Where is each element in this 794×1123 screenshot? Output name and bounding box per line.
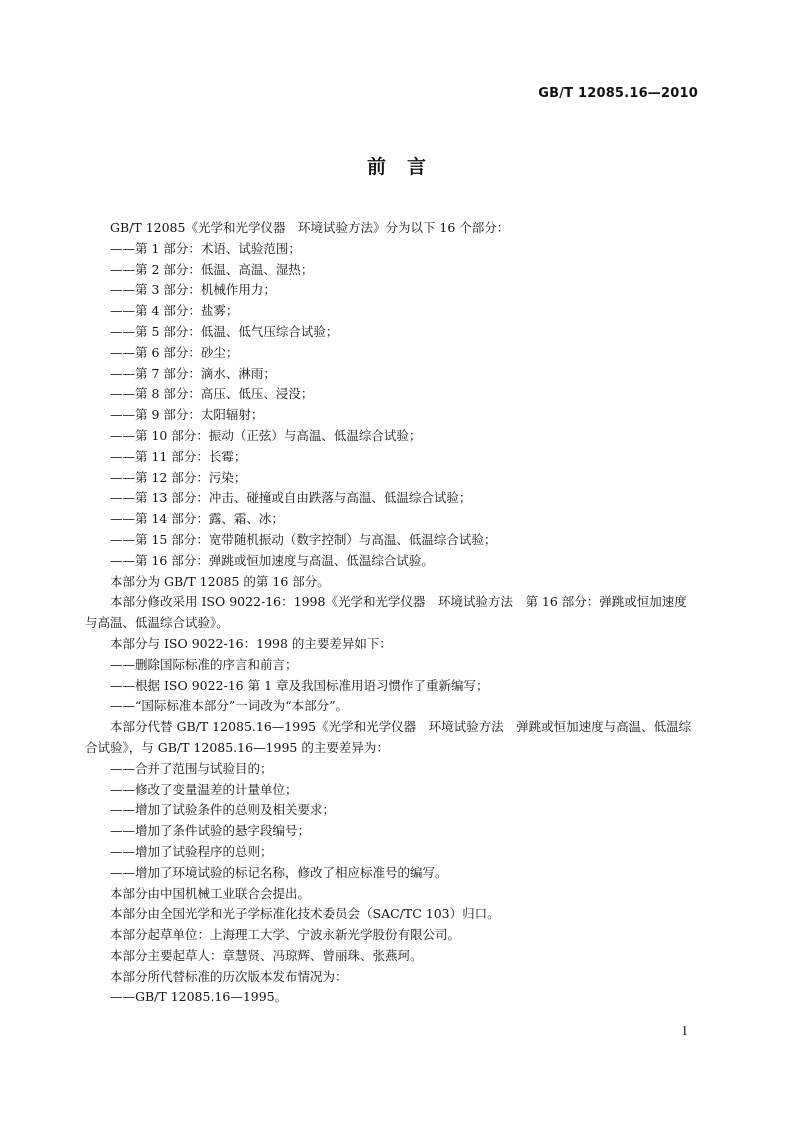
standard-code: GB/T 12085.16—2010 bbox=[538, 86, 698, 101]
list-item: ——第 10 部分：振动（正弦）与高温、低温综合试验； bbox=[110, 427, 422, 443]
list-item: ——第 3 部分：机械作用力； bbox=[110, 282, 276, 298]
list-item: ——第 5 部分：低温、低气压综合试验； bbox=[110, 323, 339, 339]
history-list bbox=[85, 987, 699, 1008]
list-item: ——增加了试验条件的总则及相关要求； bbox=[110, 802, 336, 818]
list-item: ——第 1 部分：术语、试验范围； bbox=[110, 240, 301, 256]
list-item: ——修改了变量温差的计量单位； bbox=[110, 781, 298, 797]
intro-paragraph: GB/T 12085《光学和光学仪器 环境试验方法》分为以下 16 个部分： bbox=[110, 220, 510, 235]
list-item: ——GB/T 12085.16—1995。 bbox=[110, 989, 288, 1005]
list-item: ——第 16 部分：弹跳或恒加速度与高温、低温综合试验。 bbox=[110, 552, 434, 568]
list-item: ——第 2 部分：低温、高温、湿热； bbox=[110, 261, 314, 277]
list-item: ——第 14 部分：露、霜、冰； bbox=[110, 511, 284, 527]
drafting-units: 本部分起草单位：上海理工大学、宁波永新光学股份有限公司。 bbox=[110, 927, 461, 943]
list-item: ——第 9 部分：太阳辐射； bbox=[110, 407, 264, 423]
list-item: ——删除国际标准的序言和前言； bbox=[110, 656, 298, 672]
list-item: ——第 6 部分：砂尘； bbox=[110, 344, 239, 360]
list-item: ——第 15 部分：宽带随机振动（数字控制）与高温、低温综合试验； bbox=[110, 531, 497, 547]
list-item: ——第 13 部分：冲击、碰撞或自由跌落与高温、低温综合试验； bbox=[110, 490, 472, 506]
list-item: ——增加了试验程序的总则； bbox=[110, 843, 273, 859]
list-item: ——第 8 部分：高压、低压、浸没； bbox=[110, 386, 314, 402]
changes-list bbox=[85, 759, 699, 884]
parts-list bbox=[85, 239, 699, 572]
foreword-body bbox=[85, 218, 699, 1008]
part-statement: 本部分为 GB/T 12085 的第 16 部分。 bbox=[110, 573, 330, 589]
replacement-paragraph: 本部分代替 GB/T 12085.16—1995《光学和光学仪器 环境试验方法 弹跳或恒加速度与高温、低温综合试验》，与 GB/T 12085.16—1995 的主要差异为： bbox=[85, 719, 692, 755]
list-item: ——第 4 部分：盐雾； bbox=[110, 303, 239, 319]
history-intro: 本部分所代替标准的历次版本发布情况为： bbox=[110, 968, 348, 984]
list-item: ——“国际标准本部分”一词改为“本部分”。 bbox=[110, 698, 349, 714]
drafters: 本部分主要起草人：章慧贤、冯琼辉、曾丽珠、张燕珂。 bbox=[110, 947, 423, 963]
iso-diff-intro: 本部分与 ISO 9022-16：1998 的主要差异如下： bbox=[110, 635, 392, 651]
iso-diff-list bbox=[85, 655, 699, 717]
list-item: ——第 11 部分：长霉； bbox=[110, 448, 247, 464]
page-title: 前 言 bbox=[366, 156, 427, 178]
list-item: ——根据 ISO 9022-16 第 1 章及我国标准用语习惯作了重新编写； bbox=[110, 677, 489, 693]
adoption-paragraph: 本部分修改采用 ISO 9022-16：1998《光学和光学仪器 环境试验方法 第 16 部分：弹跳或恒加速度与高温、低温综合试验》。 bbox=[85, 594, 687, 631]
list-item: ——第 7 部分：滴水、淋雨； bbox=[110, 365, 276, 381]
proposed-by: 本部分由中国机械工业联合会提出。 bbox=[110, 885, 311, 901]
page-number: I bbox=[682, 1023, 687, 1038]
list-item: ——第 12 部分：污染； bbox=[110, 469, 247, 485]
list-item: ——增加了条件试验的悬字段编号； bbox=[110, 823, 311, 839]
list-item: ——增加了环境试验的标记名称，修改了相应标准号的编写。 bbox=[110, 864, 448, 880]
list-item: ——合并了范围与试验目的； bbox=[110, 760, 273, 776]
centralized-by: 本部分由全国光学和光子学标准化技术委员会（SAC/TC 103）归口。 bbox=[110, 906, 500, 922]
